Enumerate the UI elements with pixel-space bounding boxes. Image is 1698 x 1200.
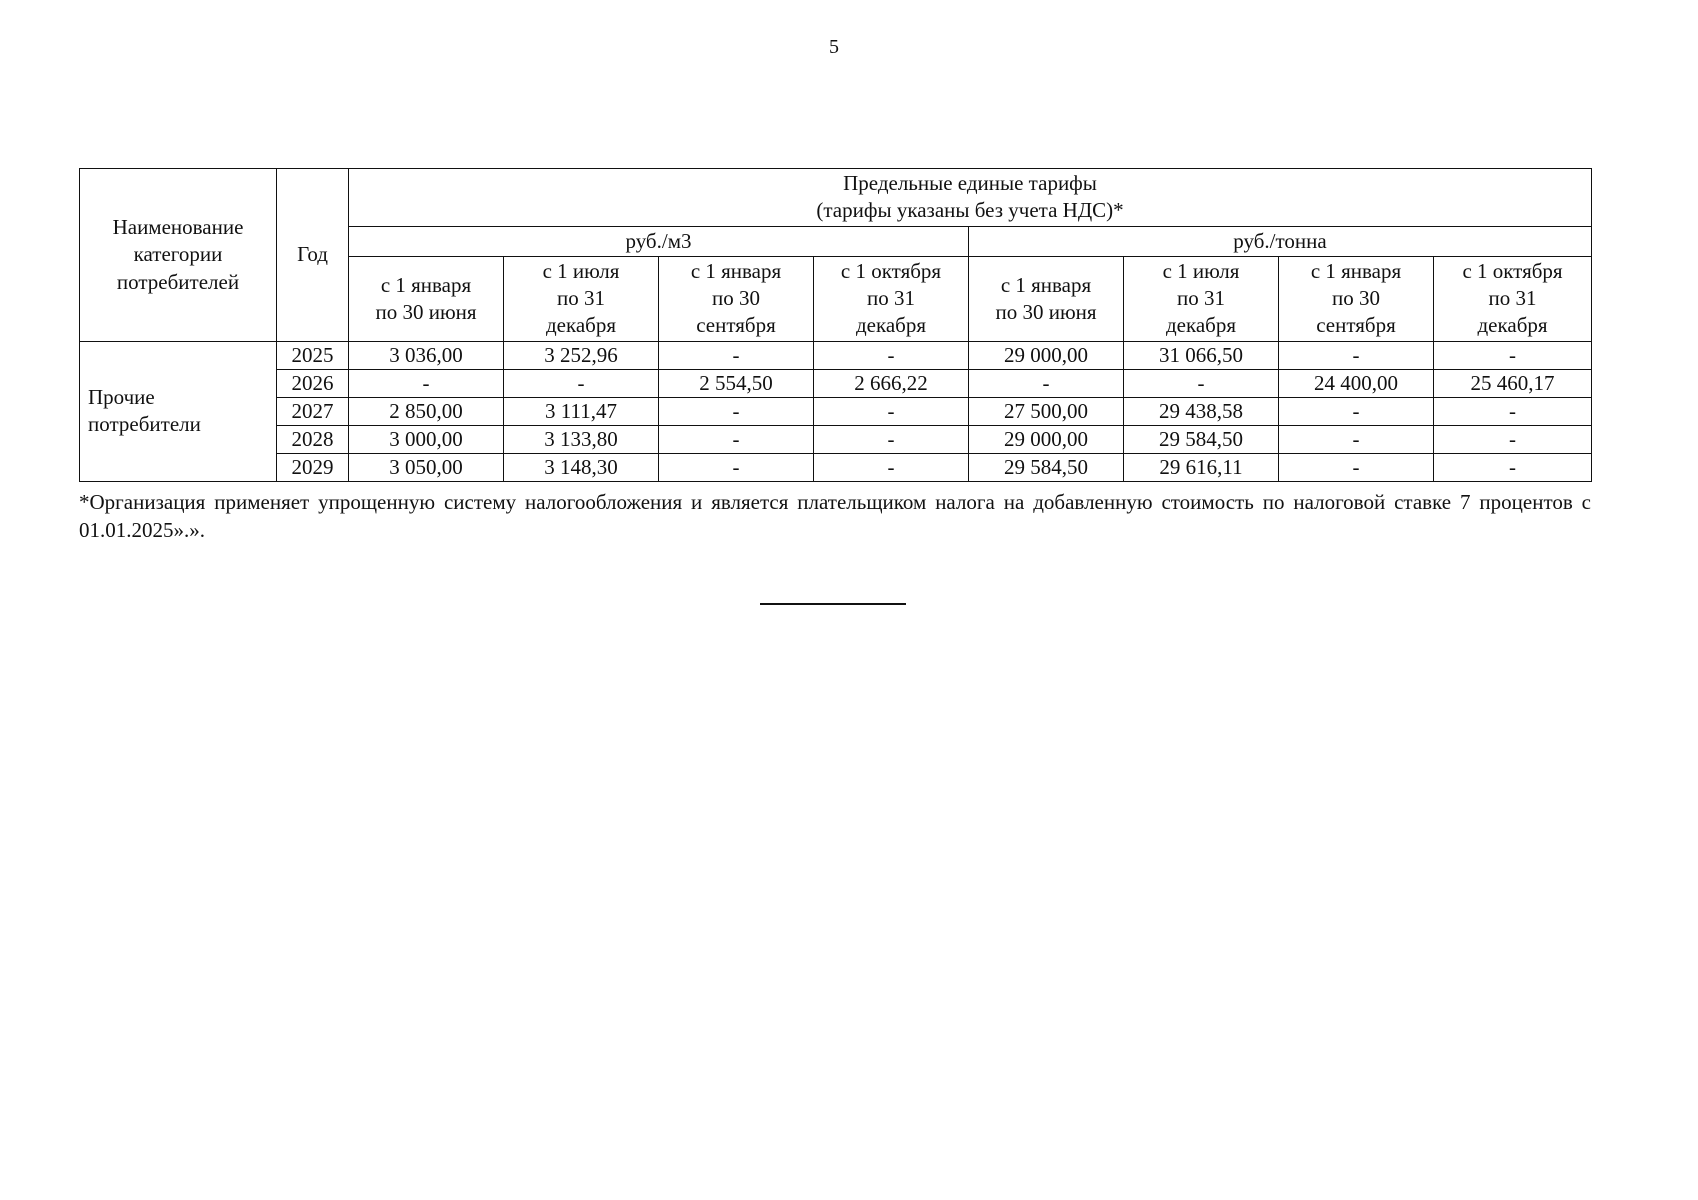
value-cell: - bbox=[969, 369, 1124, 397]
end-rule-divider bbox=[760, 603, 906, 605]
value-cell: - bbox=[659, 397, 814, 425]
value-cell: - bbox=[814, 453, 969, 481]
year-cell: 2025 bbox=[277, 341, 349, 369]
unit-ton-header: руб./тонна bbox=[969, 226, 1592, 256]
table-row bbox=[80, 397, 1592, 425]
period-header: с 1 января по 30 июня bbox=[969, 256, 1124, 341]
value-cell: 25 460,17 bbox=[1434, 369, 1592, 397]
year-cell: 2027 bbox=[277, 397, 349, 425]
period-header: с 1 октября по 31 декабря bbox=[1434, 256, 1592, 341]
category-header: Наименование категории потребителей bbox=[80, 169, 277, 342]
value-cell: - bbox=[1434, 397, 1592, 425]
value-cell: - bbox=[814, 397, 969, 425]
table-row bbox=[80, 453, 1592, 481]
value-cell: 31 066,50 bbox=[1124, 341, 1279, 369]
value-cell: 3 000,00 bbox=[349, 425, 504, 453]
period-header: с 1 октября по 31 декабря bbox=[814, 256, 969, 341]
value-cell: - bbox=[1279, 397, 1434, 425]
value-cell: 29 584,50 bbox=[969, 453, 1124, 481]
value-cell: 2 666,22 bbox=[814, 369, 969, 397]
value-cell: - bbox=[659, 425, 814, 453]
value-cell: - bbox=[1279, 425, 1434, 453]
period-header: с 1 января по 30 сентября bbox=[1279, 256, 1434, 341]
value-cell: 3 111,47 bbox=[504, 397, 659, 425]
value-cell: 3 133,80 bbox=[504, 425, 659, 453]
value-cell: - bbox=[1434, 453, 1592, 481]
value-cell: - bbox=[1434, 341, 1592, 369]
category-cell: Прочие потребители bbox=[80, 341, 277, 481]
value-cell: - bbox=[1279, 341, 1434, 369]
period-header: с 1 июля по 31 декабря bbox=[1124, 256, 1279, 341]
value-cell: - bbox=[814, 341, 969, 369]
tariff-table bbox=[79, 168, 1592, 482]
year-cell: 2029 bbox=[277, 453, 349, 481]
table-row bbox=[80, 425, 1592, 453]
tariffs-header: Предельные единые тарифы (тарифы указаны без учета НДС)* bbox=[349, 169, 1592, 227]
page-number: 5 bbox=[829, 36, 839, 58]
footnote: *Организация применяет упрощенную систему налогообложения и является плательщиком налога на добавленную стоимость по налоговой ставке 7 процентов с 01.01.2025».». bbox=[79, 490, 1591, 543]
value-cell: - bbox=[1124, 369, 1279, 397]
header-row-main bbox=[80, 169, 1592, 227]
period-header: с 1 января по 30 июня bbox=[349, 256, 504, 341]
value-cell: 3 050,00 bbox=[349, 453, 504, 481]
year-header: Год bbox=[277, 169, 349, 342]
value-cell: 3 252,96 bbox=[504, 341, 659, 369]
unit-m3-header: руб./м3 bbox=[349, 226, 969, 256]
value-cell: 3 148,30 bbox=[504, 453, 659, 481]
value-cell: - bbox=[1434, 425, 1592, 453]
value-cell: - bbox=[504, 369, 659, 397]
value-cell: 29 000,00 bbox=[969, 341, 1124, 369]
value-cell: 29 616,11 bbox=[1124, 453, 1279, 481]
value-cell: 27 500,00 bbox=[969, 397, 1124, 425]
period-header: с 1 июля по 31 декабря bbox=[504, 256, 659, 341]
value-cell: 2 554,50 bbox=[659, 369, 814, 397]
value-cell: 29 584,50 bbox=[1124, 425, 1279, 453]
value-cell: - bbox=[659, 341, 814, 369]
value-cell: - bbox=[814, 425, 969, 453]
value-cell: 29 438,58 bbox=[1124, 397, 1279, 425]
value-cell: 29 000,00 bbox=[969, 425, 1124, 453]
value-cell: 24 400,00 bbox=[1279, 369, 1434, 397]
value-cell: - bbox=[349, 369, 504, 397]
value-cell: 3 036,00 bbox=[349, 341, 504, 369]
value-cell: - bbox=[1279, 453, 1434, 481]
value-cell: - bbox=[659, 453, 814, 481]
value-cell: 2 850,00 bbox=[349, 397, 504, 425]
year-cell: 2026 bbox=[277, 369, 349, 397]
period-header: с 1 января по 30 сентября bbox=[659, 256, 814, 341]
year-cell: 2028 bbox=[277, 425, 349, 453]
table-row bbox=[80, 369, 1592, 397]
table-row bbox=[80, 341, 1592, 369]
